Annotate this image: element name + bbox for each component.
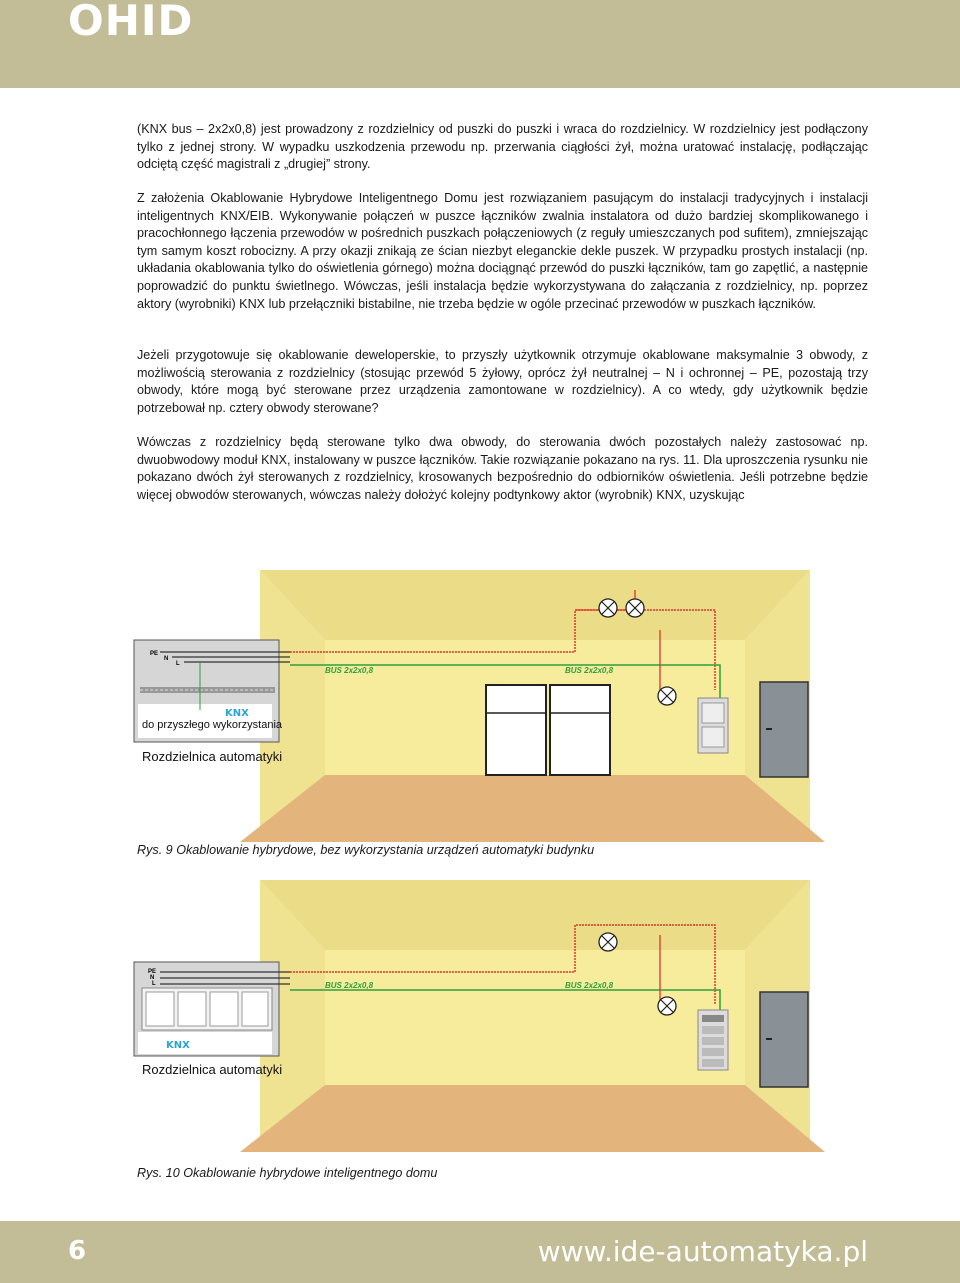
floor (240, 1085, 825, 1152)
ceiling (260, 570, 810, 640)
figure-1-drawing (130, 570, 830, 850)
bus-label-2: BUS 2x2x0,8 (565, 666, 614, 675)
lamp-3 (658, 687, 676, 705)
wire-label-pe: PE (148, 969, 157, 975)
paragraph-2: Z założenia Okablowanie Hybrydowe Inteligentnego Domu jest rozwiązaniem pasującym do instalacji tradycyjnych i instalacji inteligentnych KNX/EIB. Wykonywanie połączeń w puszce łączników zwalnia instalatora od dużo bardziej skomplikowanego i pracochłonnego łączenia przewodów w pośrednich puszkach połączeniowych (z reguły umieszczanych pod sufitem), zmniejszając tym samym koszt robocizny. A przy okazji znikają ze ścian niezbyt eleganckie dekle puszek. W przypadku prostych instalacji (np. układania okablowania tylko do oświetlenia górnego) można dociągnąć przewód do puszki łączników, tam go zapętlić, a następnie poprowadzić do punktu świetlnego. Wówczas, jeśli instalacja będzie wykorzystywana do załączania z rozdzielnicy, np. poprzez aktory (wyrobniki) KNX lub przełączniki bistabilne, nie trzeba będzie w ogóle przecinać przewodów w puszkach łączników. (137, 191, 868, 311)
footer-url[interactable]: www.ide-automatyka.pl (537, 1235, 868, 1268)
lamp-1 (599, 599, 617, 617)
floor (240, 775, 825, 842)
figure-rys-10 (130, 880, 830, 1160)
wire-label-l: L (176, 661, 180, 667)
lamp-1 (599, 933, 617, 951)
figure-rys-9 (130, 570, 830, 850)
knx-switch-panel (698, 1010, 728, 1070)
back-wall (325, 950, 745, 1085)
ceiling (260, 880, 810, 950)
caption-rys-9: Rys. 9 Okablowanie hybrydowe, bez wykorzystania urządzeń automatyki budynku (137, 843, 595, 857)
panel-label: Rozdzielnica automatyki (142, 1062, 283, 1077)
panel-label-area (138, 1032, 272, 1054)
knx-logo: KNX (166, 1040, 190, 1051)
lamp-2 (658, 997, 676, 1015)
footer-band (0, 1221, 960, 1283)
door (760, 682, 808, 777)
bus-label-2: BUS 2x2x0,8 (565, 981, 614, 990)
wire-label-n: N (164, 656, 169, 662)
header-band (0, 0, 960, 88)
page-number: 6 (68, 1236, 87, 1266)
door (760, 992, 808, 1087)
header-logo: OHID (68, 0, 194, 45)
paragraph-3: Jeżeli przygotowuje się okablowanie deweloperskie, to przyszły użytkownik otrzymuje okablowane maksymalnie 3 obwody, z możliwością sterowania z rozdzielnicy (stosując przewód 5 żyłowy, oprócz żył neutralnej – N i ochronnej – PE, pozostają trzy obwody, które mogą być sterowane przez urządzenia zamontowane w rozdzielnicy). A co wtedy, gdy użytkownik będzie potrzebował np. cztery obwody sterowane? (137, 348, 868, 415)
paragraph-4: Wówczas z rozdzielnicy będą sterowane tylko dwa obwody, do sterowania dwóch pozostałych należy zastosować np. dwuobwodowy moduł KNX, instalowany w puszce łączników. Takie rozwiązanie pokazano na rys. 11. Dla uproszczenia rysunku nie pokazano dwóch żył sterowanych z rozdzielnicy, krosowanych bezpośrednio do odbiorników oświetlenia. Jeśli potrzebne będzie więcej obwodów sterowanych, wówczas należy dołożyć kolejny podtynkowy aktor (wyrobnik) KNX, uzyskując (137, 435, 868, 502)
paragraph-1: (KNX bus – 2x2x0,8) jest prowadzony z rozdzielnicy od puszki do puszki i wraca do rozdzielnicy. W rozdzielnicy jest podłączony tylko z jednej strony. W wypadku uszkodzenia przewodu np. przerwania ciągłości żył, można uratować instalację, podłączając odciętą część magistrali z „drugiej” strony. (137, 122, 868, 172)
bus-label-1: BUS 2x2x0,8 (325, 666, 374, 675)
knx-logo: KNX (225, 708, 249, 719)
wire-label-l: L (152, 981, 156, 987)
wire-label-pe: PE (150, 651, 159, 657)
switch-box (698, 698, 728, 753)
caption-rys-10: Rys. 10 Okablowanie hybrydowe inteligentnego domu (137, 1166, 438, 1180)
bus-label-1: BUS 2x2x0,8 (325, 981, 374, 990)
future-use-label: do przyszłego wykorzystania (142, 719, 283, 731)
lamp-2 (626, 599, 644, 617)
wire-label-n: N (150, 975, 155, 981)
figure-2-drawing (130, 880, 830, 1160)
panel-label: Rozdzielnica automatyki (142, 749, 283, 764)
